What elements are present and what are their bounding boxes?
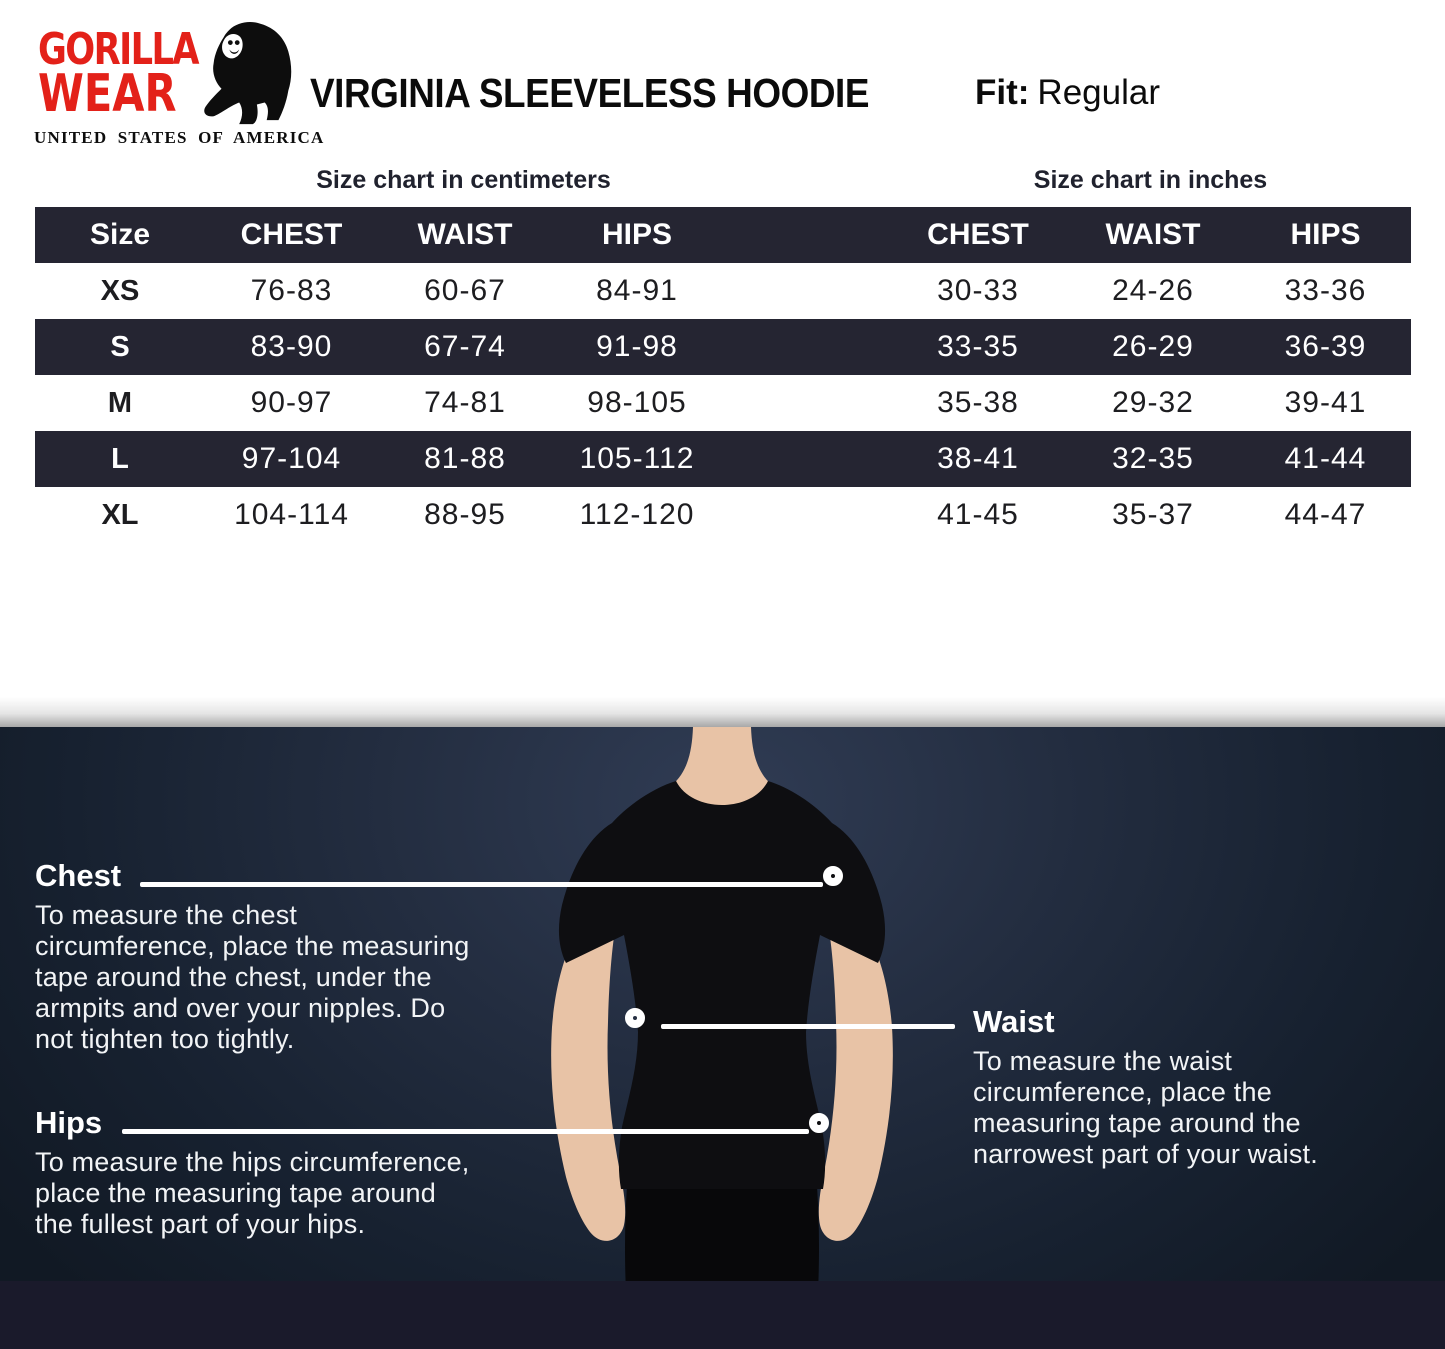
waist-cm-cell: 88-95 [424, 498, 506, 531]
waist-guide-title: Waist [973, 1004, 1055, 1039]
logo-text-gorilla: GORILLA [38, 24, 198, 75]
waist-in-cell: 29-32 [1112, 386, 1194, 419]
chest-cm-cell: 90-97 [250, 386, 333, 419]
table-header-row [35, 207, 1411, 263]
page-title: VIRGINIA SLEEVELESS HOODIE [310, 70, 869, 116]
waist-cm-cell: 81-88 [424, 442, 506, 475]
hips-pointer-circle [809, 1113, 829, 1133]
chest-guide-block [35, 860, 480, 1055]
col-header-hips-in: HIPS [1290, 218, 1361, 251]
waist-cm-cell: 67-74 [424, 330, 506, 363]
col-header-waist-in: WAIST [1105, 218, 1201, 251]
footer-band [0, 1281, 1445, 1349]
hips-cm-cell: 112-120 [579, 498, 695, 531]
gorilla-wear-logo [30, 12, 325, 147]
waist-pointer-circle [625, 1008, 645, 1028]
waist-in-cell: 24-26 [1112, 274, 1194, 307]
chest-guide-description: To measure the chest circumference, place the measuring tape around the chest, under the armpits and over your nipples. Do not tighten too tightly. [35, 900, 470, 1054]
chest-cm-cell: 104-114 [234, 498, 349, 531]
waist-cm-cell: 60-67 [424, 274, 506, 307]
chest-cm-cell: 76-83 [250, 274, 333, 307]
waist-guide-description: To measure the waist circumference, place the measuring tape around the narrowest part of your waist. [973, 1046, 1318, 1169]
chest-in-cell: 33-35 [937, 330, 1019, 363]
hips-cm-cell: 91-98 [596, 330, 678, 363]
col-header-waist-cm: WAIST [417, 218, 513, 251]
chest-in-cell: 35-38 [937, 386, 1019, 419]
table-row [35, 263, 1411, 319]
chest-in-cell: 41-45 [937, 498, 1019, 531]
chest-guide-title: Chest [35, 858, 122, 893]
hips-guide-title: Hips [35, 1105, 103, 1140]
size-chart-table [35, 207, 1411, 543]
hips-cm-cell: 105-112 [579, 442, 695, 475]
hips-guide-block [35, 1107, 480, 1240]
size-cell: XS [100, 274, 140, 307]
hips-cm-cell: 98-105 [587, 386, 687, 419]
col-header-chest-cm: CHEST [240, 218, 343, 251]
waist-in-cell: 32-35 [1112, 442, 1194, 475]
waist-guide-block [973, 1006, 1323, 1170]
hips-in-cell: 39-41 [1284, 386, 1367, 419]
fit-label: Fit: [975, 73, 1030, 112]
hips-cm-cell: 84-91 [596, 274, 678, 307]
waist-in-cell: 35-37 [1112, 498, 1194, 531]
table-row [35, 487, 1411, 543]
logo-text-wear: WEAR [38, 64, 177, 124]
size-cell: L [111, 442, 129, 475]
section-divider-shadow [0, 697, 1445, 727]
gorilla-icon [198, 20, 300, 130]
hips-in-cell: 41-44 [1284, 442, 1367, 475]
waist-pointer-line [661, 1024, 955, 1029]
chest-cm-cell: 97-104 [241, 442, 342, 475]
chest-cm-cell: 83-90 [250, 330, 333, 363]
logo-tagline: UNITED STATES OF AMERICA [34, 128, 325, 147]
table-row [35, 431, 1411, 487]
chest-in-cell: 30-33 [937, 274, 1019, 307]
fit-info [975, 73, 1160, 113]
waist-in-cell: 26-29 [1112, 330, 1194, 363]
waist-cm-cell: 74-81 [424, 386, 506, 419]
hips-in-cell: 33-36 [1284, 274, 1367, 307]
chest-in-cell: 38-41 [937, 442, 1019, 475]
fit-value: Regular [1037, 73, 1160, 112]
col-header-size: Size [89, 218, 151, 251]
size-cell: M [107, 386, 133, 419]
measuring-guide-section [0, 727, 1445, 1349]
inches-chart-title: Size chart in inches [1033, 166, 1268, 194]
hips-in-cell: 44-47 [1284, 498, 1367, 531]
hips-in-cell: 36-39 [1284, 330, 1367, 363]
hips-guide-description: To measure the hips circumference, place the measuring tape around the fullest part of your hips. [35, 1147, 470, 1239]
chest-pointer-circle [823, 866, 843, 886]
table-row [35, 319, 1411, 375]
table-row [35, 375, 1411, 431]
size-cell: S [110, 330, 130, 363]
cm-chart-title: Size chart in centimeters [316, 166, 611, 194]
col-header-hips-cm: HIPS [601, 218, 673, 251]
col-header-chest-in: CHEST [927, 218, 1029, 251]
size-cell: XL [101, 498, 139, 531]
